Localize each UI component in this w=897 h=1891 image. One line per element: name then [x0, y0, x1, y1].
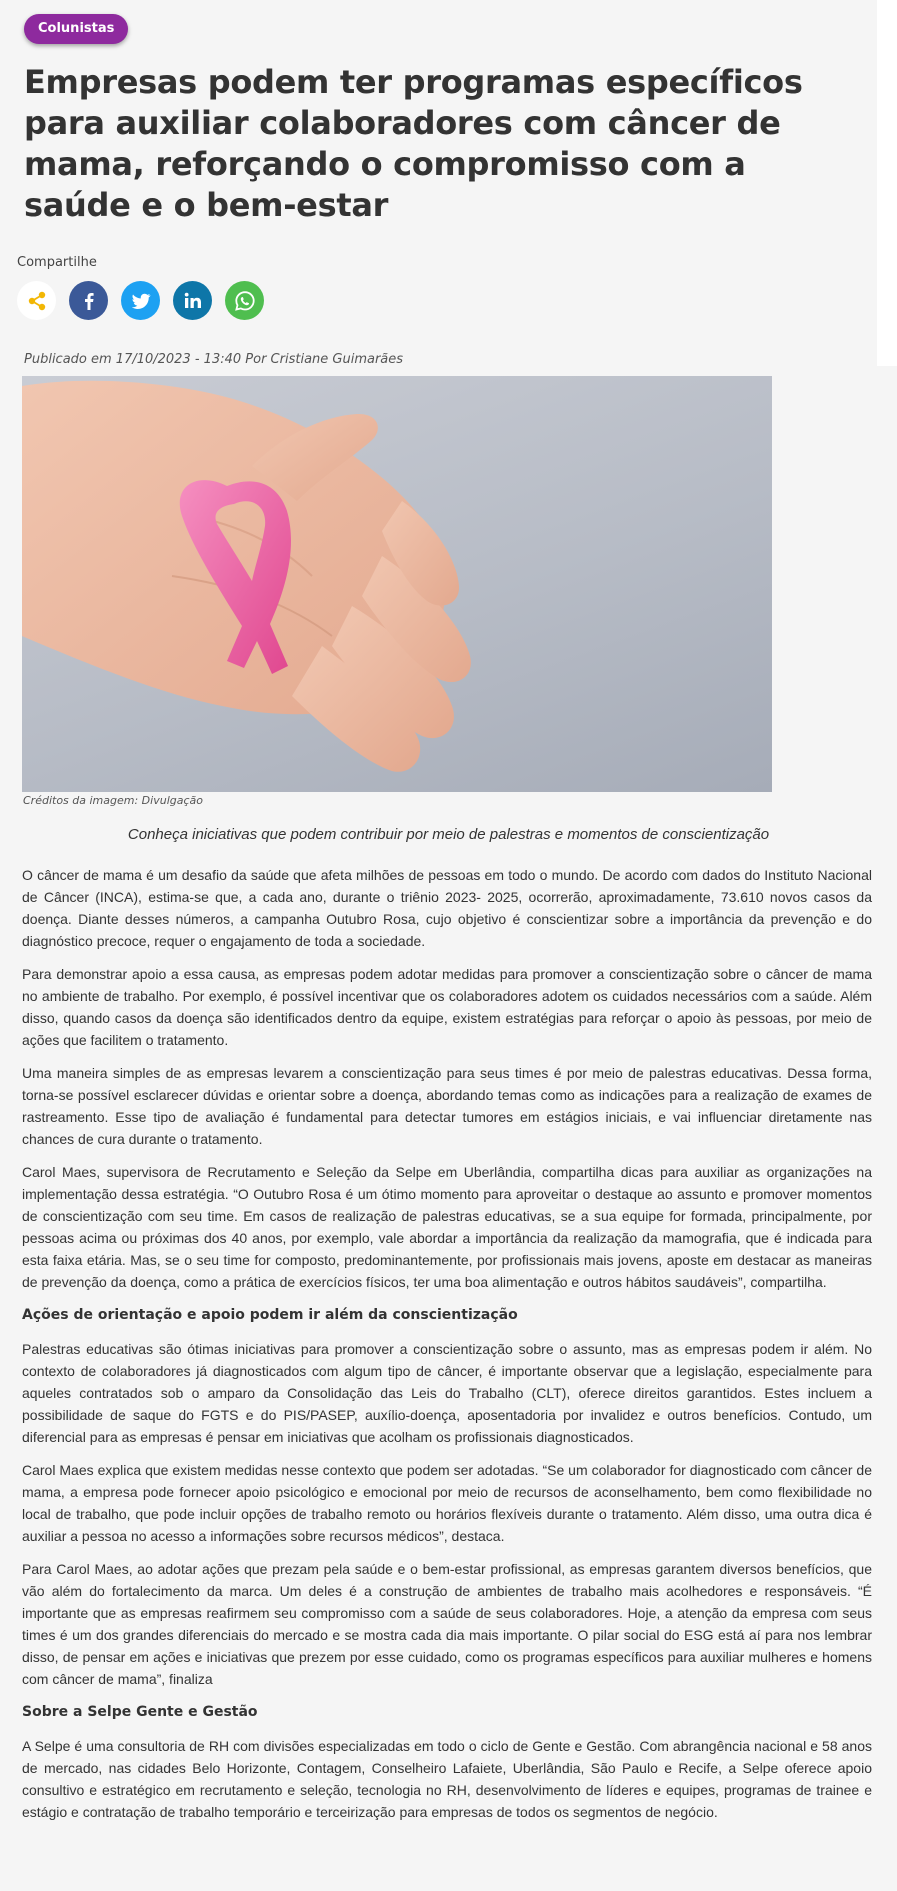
article-title: Empresas podem ter programas específicos para auxiliar colaboradores com câncer de mama, reforçando o compromisso com a saúde e o bem-estar	[24, 63, 803, 224]
twitter-share-button[interactable]	[121, 281, 160, 320]
paragraph-6: Carol Maes explica que existem medidas nesse contexto que podem ser adotadas. “Se um colaborador for diagnosticado com câncer de mama, a empresa pode fornecer apoio psicológico e emocional por meio de recursos de aconselhamento, bem como flexibilidade no local de trabalho, que pode incluir opções de trabalho remoto ou horários flexíveis durante o tratamento. Além disso, uma outra dica é auxiliar a pessoa no acesso a informações sobre recursos médicos”, destaca.	[22, 1462, 872, 1544]
share-buttons	[17, 281, 264, 320]
linkedin-share-button[interactable]	[173, 281, 212, 320]
published-info: Publicado em 17/10/2023 - 13:40 Por Cristiane Guimarães	[24, 352, 404, 367]
paragraph-3: Uma maneira simples de as empresas levarem a conscientização para seus times é por meio de palestras educativas. Dessa forma, torna-se possível esclarecer dúvidas e orientar sobre a doença, abordando temas como as indicações para a realização de exames de rastreamento. Esse tipo de avaliação é fundamental para detectar tumores em estágios iniciais, e vai influenciar diretamente nas chances de cura durante o tratamento.	[22, 1065, 872, 1147]
whatsapp-share-button[interactable]	[225, 281, 264, 320]
paragraph-5: Palestras educativas são ótimas iniciativas para promover a conscientização sobre o assunto, mas as empresas podem ir além. No contexto de colaboradores já diagnosticados com algum tipo de câncer, é importante observar que a legislação, especialmente para aqueles contratados sob o amparo da Consolidação das Leis do Trabalho (CLT), oferece direitos garantidos. Estes incluem a possibilidade de saque do FGTS e do PIS/PASEP, auxílio-doença, aposentadoria por invalidez e outros benefícios. Contudo, um diferencial para as empresas é pensar em iniciativas que acolham os profissionais diagnosticados.	[22, 1341, 872, 1445]
article-subtitle: Conheça iniciativas que podem contribuir por meio de palestras e momentos de conscientização	[127, 826, 770, 843]
facebook-share-button[interactable]	[69, 281, 108, 320]
section-heading-orientation: Ações de orientação e apoio podem ir além da conscientização	[22, 1307, 518, 1323]
twitter-icon	[130, 290, 152, 312]
linkedin-icon	[182, 290, 204, 312]
section-heading-about-selpe: Sobre a Selpe Gente e Gestão	[22, 1704, 258, 1720]
paragraph-4: Carol Maes, supervisora de Recrutamento e Seleção da Selpe em Uberlândia, compartilha dicas para auxiliar as organizações na implementação dessa estratégia. “O Outubro Rosa é um ótimo momento para aproveitar o destaque ao assunto e promover momentos de conscientização com seu time. Em casos de realização de palestras educativas, se a sua equipe for formada, principalmente, por pessoas acima ou próximas dos 40 anos, por exemplo, vale abordar a importância da realização da mamografia, que é indicada para esta faixa etária. Mas, se o seu time for composto, predominantemente, por profissionais mais jovens, aposte em destacar as maneiras de prevenção da doença, como a prática de exercícios físicos, ter uma boa alimentação e outros hábitos saudáveis”, compartilha.	[22, 1164, 872, 1290]
share-icon	[26, 290, 48, 312]
category-badge[interactable]: Colunistas	[24, 14, 128, 44]
article-body	[22, 864, 872, 1834]
paragraph-1: O câncer de mama é um desafio da saúde que afeta milhões de pessoas em todo o mundo. De acordo com dados do Instituto Nacional de Câncer (INCA), estima-se que, a cada ano, durante o triênio 2023- 2025, ocorrerão, aproximadamente, 73.610 novos casos da doença. Diante desses números, a campanha Outubro Rosa, cujo objetivo é conscientizar sobre a importância da prevenção e do diagnóstico precoce, requer o engajamento de toda a sociedade.	[22, 867, 872, 949]
hand-with-pink-ribbon-illustration	[22, 376, 772, 792]
facebook-icon	[78, 290, 100, 312]
share-label: Compartilhe	[17, 255, 97, 270]
paragraph-7: Para Carol Maes, ao adotar ações que prezam pela saúde e o bem-estar profissional, as empresas garantem diversos benefícios, que vão além do fortalecimento da marca. Um deles é a construção de ambientes de trabalho mais acolhedores e responsáveis. “É importante que as empresas reafirmem seu compromisso com a saúde de seus colaboradores. Hoje, a atenção da empresa com seus times é um dos grandes diferenciais do mercado e se mostra cada dia mais importante. O pilar social do ESG está aí para nos lembrar disso, de pensar em ações e iniciativas que prezem por esse cuidado, como os programas específicos para auxiliar mulheres e homens com câncer de mama”, finaliza	[22, 1561, 872, 1687]
paragraph-8: A Selpe é uma consultoria de RH com divisões especializadas em todo o ciclo de Gente e Gestão. Com abrangência nacional e 58 anos de mercado, nas cidades Belo Horizonte, Contagem, Conselheiro Lafaiete, Uberlândia, São Paulo e Recife, a Selpe oferece apoio consultivo e estratégico em recrutamento e seleção, tecnologia no RH, desenvolvimento de líderes e equipes, programas de trainee e estágio e contratação de trabalho temporário e terceirização para empresas de todos os segmentos de negócio.	[22, 1738, 872, 1820]
paragraph-2: Para demonstrar apoio a essa causa, as empresas podem adotar medidas para promover a conscientização sobre o câncer de mama no ambiente de trabalho. Por exemplo, é possível incentivar que os colaboradores adotem os cuidados necessários com a saúde. Além disso, quando casos da doença são identificados dentro da equipe, existem estratégias para reforçar o apoio às pessoas, por meio de ações que facilitem o tratamento.	[22, 966, 872, 1048]
share-button[interactable]	[17, 281, 56, 320]
whatsapp-icon	[233, 289, 257, 313]
right-edge-strip	[877, 0, 897, 366]
article-image	[22, 376, 772, 792]
image-credits: Créditos da imagem: Divulgação	[23, 794, 203, 807]
